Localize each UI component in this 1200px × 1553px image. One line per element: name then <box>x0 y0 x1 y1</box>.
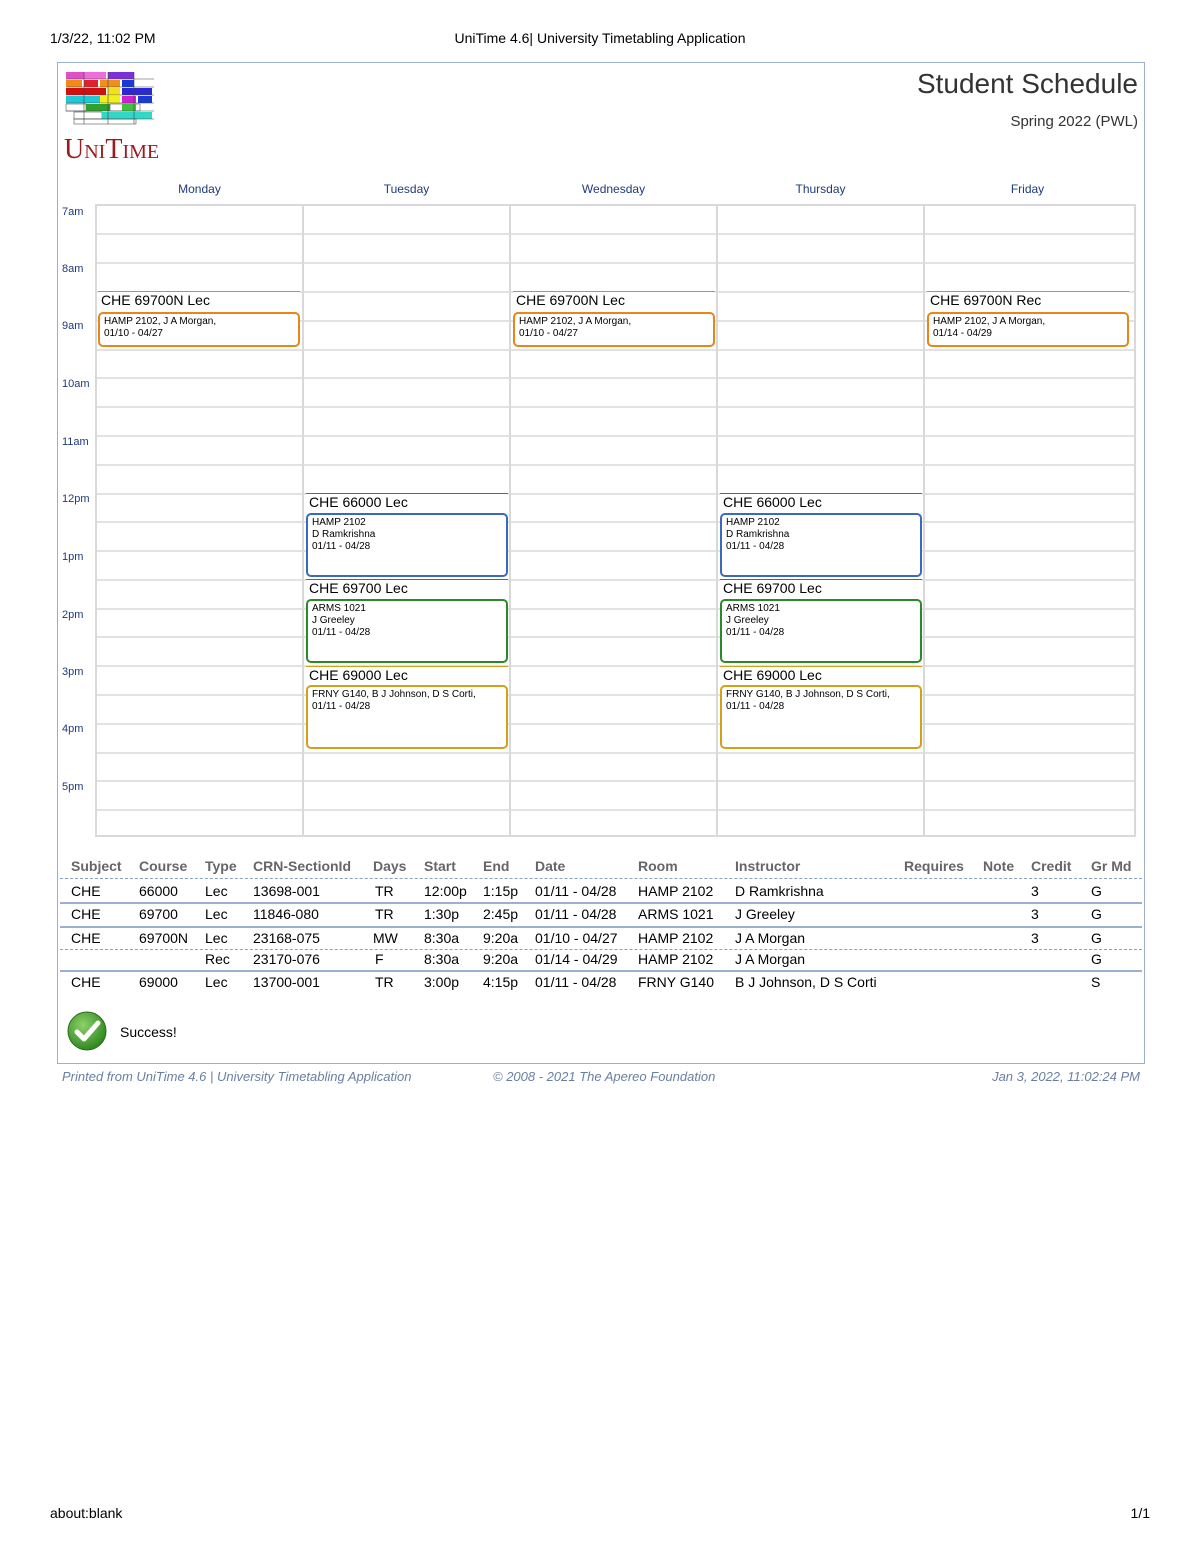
print-header <box>50 30 1150 48</box>
event-details: HAMP 2102 D Ramkrishna 01/11 - 04/28 <box>720 513 922 577</box>
unitime-wordmark: UNITIME <box>64 134 160 165</box>
print-footer <box>50 1505 1150 1523</box>
unitime-logo <box>64 70 160 165</box>
day-header-thursday: Thursday <box>795 182 846 196</box>
event-details: HAMP 2102, J A Morgan, 01/14 - 04/29 <box>927 312 1129 347</box>
column-header: Subject <box>71 858 122 874</box>
printed-timestamp: Jan 3, 2022, 11:02:24 PM <box>992 1069 1140 1084</box>
hour-label: 11am <box>62 436 89 448</box>
column-header: Instructor <box>735 858 801 874</box>
hour-label: 12pm <box>62 493 90 505</box>
column-header: Room <box>638 858 678 874</box>
event-details: HAMP 2102, J A Morgan, 01/10 - 04/27 <box>513 312 715 347</box>
hour-label: 4pm <box>62 723 84 735</box>
event-title: CHE 69700N Lec <box>516 292 625 308</box>
event-details: HAMP 2102 D Ramkrishna 01/11 - 04/28 <box>306 513 508 577</box>
event-title: CHE 69700N Lec <box>101 292 210 308</box>
column-header: Requires <box>904 858 964 874</box>
calendar-event[interactable] <box>306 579 508 663</box>
status-message: Success! <box>120 1024 177 1040</box>
hour-label: 8am <box>62 263 84 275</box>
copyright-text: © 2008 - 2021 The Apereo Foundation <box>493 1069 716 1084</box>
column-header: Days <box>373 858 407 874</box>
page-title: Student Schedule <box>916 68 1138 99</box>
print-page-number: 1/1 <box>1130 1505 1150 1521</box>
calendar-event[interactable] <box>98 291 300 347</box>
event-details: ARMS 1021 J Greeley 01/11 - 04/28 <box>306 599 508 663</box>
event-title: CHE 69700 Lec <box>309 580 408 596</box>
day-header-wednesday: Wednesday <box>581 182 646 196</box>
day-header-monday: Monday <box>178 182 221 196</box>
event-title: CHE 69700N Rec <box>930 292 1042 308</box>
event-title: CHE 69700 Lec <box>723 580 822 596</box>
event-title: CHE 66000 Lec <box>723 494 822 510</box>
event-details: ARMS 1021 J Greeley 01/11 - 04/28 <box>720 599 922 663</box>
hour-label: 9am <box>62 320 84 332</box>
column-header: Credit <box>1031 858 1072 874</box>
column-header: Type <box>205 858 237 874</box>
column-header: Date <box>535 858 566 874</box>
event-title: CHE 66000 Lec <box>309 494 408 510</box>
column-header: Note <box>983 858 1015 874</box>
hour-label: 2pm <box>62 609 84 621</box>
timetable-logo-icon <box>64 70 156 126</box>
printed-from-text: Printed from UniTime 4.6 | University Timetabling Application <box>62 1069 412 1084</box>
print-page-title: UniTime 4.6| University Timetabling Application <box>454 30 746 46</box>
print-datetime: 1/3/22, 11:02 PM <box>50 30 156 46</box>
calendar-event[interactable] <box>306 666 508 749</box>
print-url: about:blank <box>50 1505 123 1521</box>
calendar-event[interactable] <box>513 291 715 347</box>
hour-label: 3pm <box>62 666 84 678</box>
column-header: Course <box>139 858 188 874</box>
calendar-event[interactable] <box>306 493 508 577</box>
term-label: Spring 2022 (PWL) <box>1010 113 1138 130</box>
hour-label: 10am <box>62 378 90 390</box>
event-title: CHE 69000 Lec <box>723 667 822 683</box>
event-details: FRNY G140, B J Johnson, D S Corti, 01/11 - 04/28 <box>720 685 922 749</box>
day-header-friday: Friday <box>1010 182 1045 196</box>
day-header-tuesday: Tuesday <box>383 182 430 196</box>
hour-label: 7am <box>62 206 84 218</box>
event-title: CHE 69000 Lec <box>309 667 408 683</box>
calendar-event[interactable] <box>720 579 922 663</box>
calendar-event[interactable] <box>927 291 1129 347</box>
column-header: Gr Md <box>1091 858 1132 874</box>
hour-label: 1pm <box>62 551 84 563</box>
hour-label: 5pm <box>62 781 84 793</box>
column-header: CRN-SectionId <box>253 858 351 874</box>
column-header: Start <box>424 858 456 874</box>
calendar-event[interactable] <box>720 493 922 577</box>
checkmark-icon <box>67 1011 107 1051</box>
column-header: End <box>483 858 510 874</box>
event-details: HAMP 2102, J A Morgan, 01/10 - 04/27 <box>98 312 300 347</box>
event-details: FRNY G140, B J Johnson, D S Corti, 01/11 - 04/28 <box>306 685 508 749</box>
calendar-event[interactable] <box>720 666 922 749</box>
